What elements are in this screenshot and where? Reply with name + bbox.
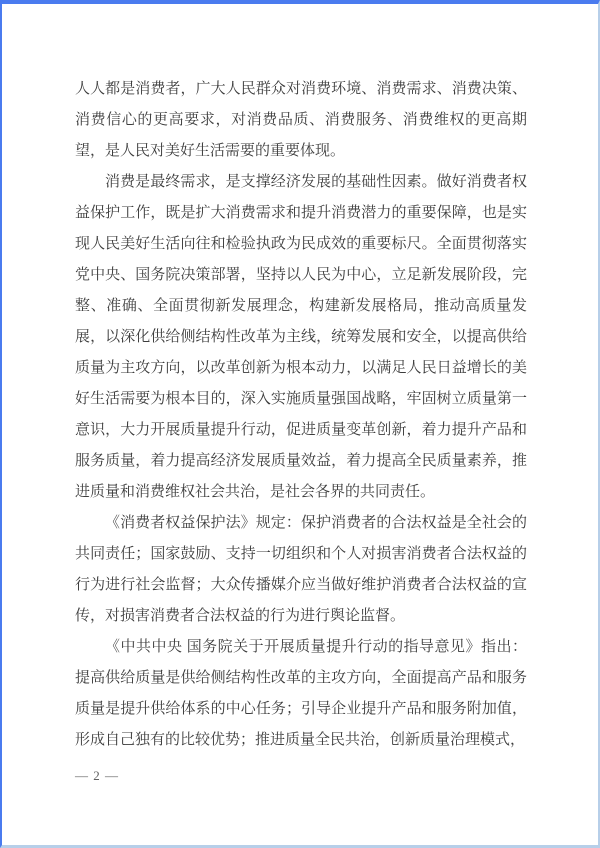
body-paragraph-1: 人人都是消费者，广大人民群众对消费环境、消费需求、消费决策、消费信心的更高要求，对消费品质、消费服务、消费维权的更高期望，是人民对美好生活需要的重要体现。 — [75, 81, 527, 159]
document-body — [75, 74, 527, 756]
body-paragraph-4: 《中共中央 国务院关于开展质量提升行动的指导意见》指出：提高供给质量是供给侧结构性改革的主攻方向，全面提高产品和服务质量是提升供给体系的中心任务；引导企业提升产品和服务附加值，形成自己独有的比较优势；推进质量全民共治，创新质量治理模式， — [75, 639, 527, 748]
body-paragraph-2: 消费是最终需求，是支撑经济发展的基础性因素。做好消费者权益保护工作，既是扩大消费需求和提升消费潜力的重要保障，也是实现人民美好生活向往和检验执政为民成效的重要标尺。全面贯彻落实党中央、国务院决策部署，坚持以人民为中心，立足新发展阶段，完整、准确、全面贯彻新发展理念，构建新发展格局，推动高质量发展，以深化供给侧结构性改革为主线，统筹发展和安全，以提高供给质量为主攻方向，以改革创新为根本动力，以满足人民日益增长的美好生活需要为根本目的，深入实施质量强国战略，牢固树立质量第一意识，大力开展质量提升行动，促进质量变革创新，着力提升产品和服务质量，着力提高经济发展质量效益，着力提高全民质量素养，推进质量和消费维权社会共治，是社会各界的共同责任。 — [75, 174, 527, 500]
page-number: — 2 — — [75, 768, 119, 783]
body-paragraph-3: 《消费者权益保护法》规定：保护消费者的合法权益是全社会的共同责任；国家鼓励、支持一切组织和个人对损害消费者合法权益的行为进行社会监督；大众传播媒介应当做好维护消费者合法权益的宣传，对损害消费者合法权益的行为进行舆论监督。 — [75, 515, 527, 624]
